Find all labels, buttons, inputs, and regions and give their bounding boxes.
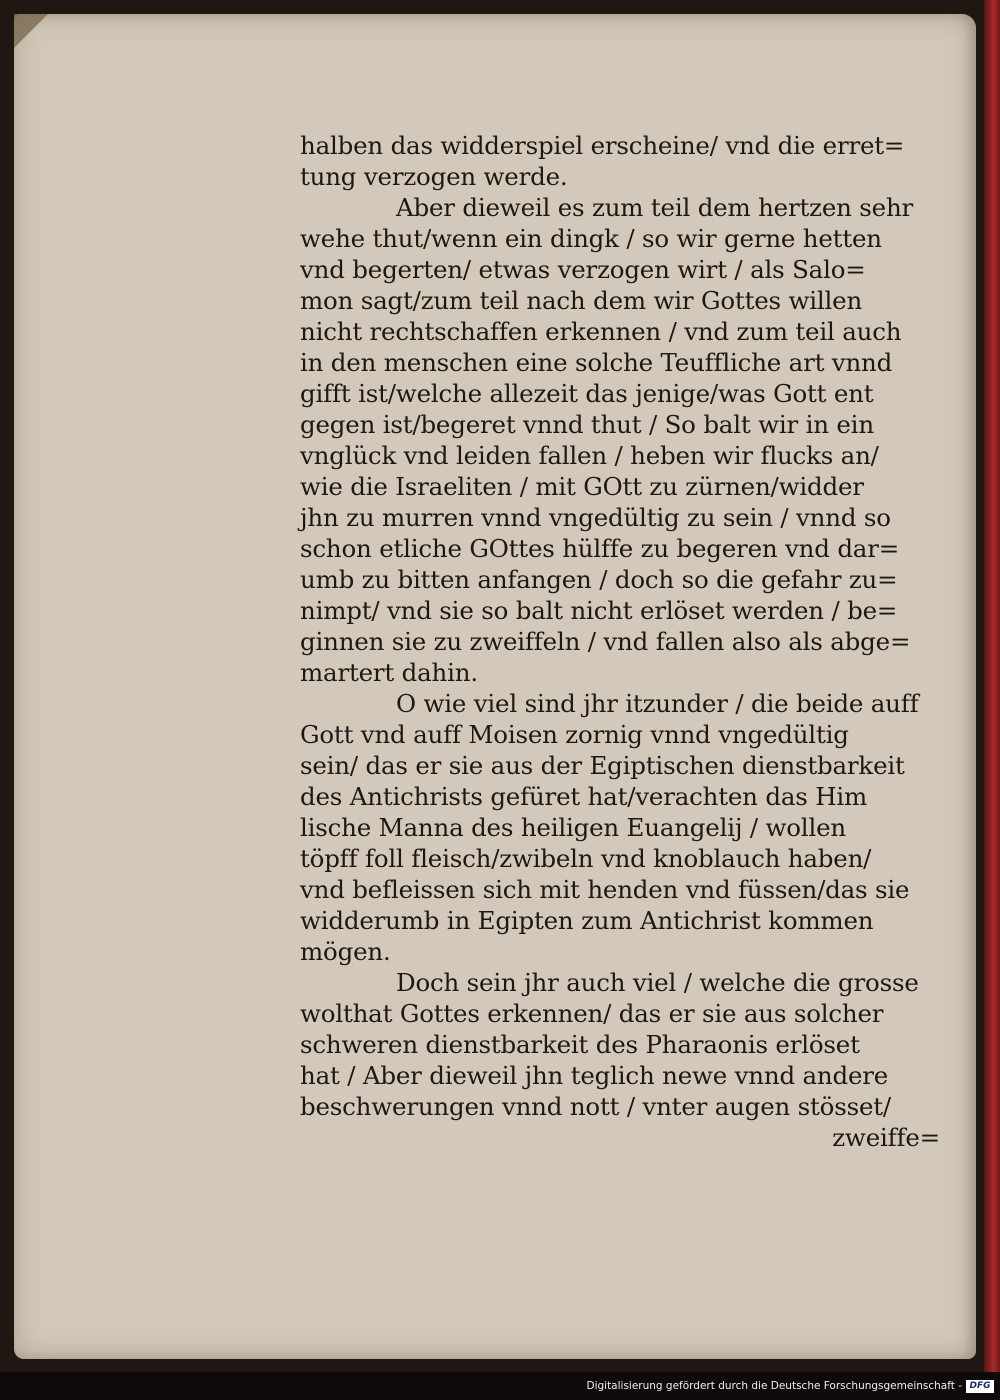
text-line: töpff foll fleisch/zwibeln vnd knoblauch haben/ <box>300 844 872 873</box>
text-line: des Antichrists gefüret hat/verachten das Him <box>300 782 868 811</box>
text-line: vnd befleissen sich mit henden vnd füssen/das sie <box>300 875 910 904</box>
book-cover-edge <box>984 0 1000 1372</box>
footer-credit: Digitalisierung gefördert durch die Deutsche Forschungsgemeinschaft - <box>586 1380 962 1392</box>
text-line: Doch sein jhr auch viel / welche die grosse <box>396 968 919 997</box>
text-line: wie die Israeliten / mit GOtt zu zürnen/widder <box>300 472 864 501</box>
text-line: nicht rechtschaffen erkennen / vnd zum teil auch <box>300 317 902 346</box>
text-line: sein/ das er sie aus der Egiptischen dienstbarkeit <box>300 751 905 780</box>
text-line: schon etliche GOttes hülffe zu begeren vnd dar= <box>300 534 900 563</box>
text-line: O wie viel sind jhr itzunder / die beide auff <box>396 689 919 718</box>
page-text-block <box>300 130 940 1153</box>
text-line: in den menschen eine solche Teuffliche art vnnd <box>300 348 893 377</box>
dfg-logo-icon: DFG <box>966 1380 994 1393</box>
text-line: vnglück vnd leiden fallen / heben wir flucks an/ <box>300 441 879 470</box>
text-line: beschwerungen vnnd nott / vnter augen stösset/ <box>300 1092 891 1121</box>
text-line: nimpt/ vnd sie so balt nicht erlöset werden / be= <box>300 596 898 625</box>
text-line: wolthat Gottes erkennen/ das er sie aus solcher <box>300 999 884 1028</box>
text-line: mögen. <box>300 937 391 966</box>
text-line: wehe thut/wenn ein dingk / so wir gerne hetten <box>300 224 882 253</box>
text-line: tung verzogen werde. <box>300 162 568 191</box>
page-corner-fold <box>14 14 48 48</box>
text-line: halben das widderspiel erscheine/ vnd die erret= <box>300 131 905 160</box>
text-line: gifft ist/welche allezeit das jenige/was Gott ent <box>300 379 874 408</box>
text-line: schweren dienstbarkeit des Pharaonis erlöset <box>300 1030 860 1059</box>
text-line: hat / Aber dieweil jhn teglich newe vnnd andere <box>300 1061 889 1090</box>
text-line: widderumb in Egipten zum Antichrist kommen <box>300 906 874 935</box>
text-line: mon sagt/zum teil nach dem wir Gottes willen <box>300 286 863 315</box>
text-line: jhn zu murren vnnd vngedültig zu sein / vnnd so <box>300 503 891 532</box>
text-line: umb zu bitten anfangen / doch so die gefahr zu= <box>300 565 898 594</box>
text-line: Aber dieweil es zum teil dem hertzen sehr <box>396 193 914 222</box>
text-line: ginnen sie zu zweiffeln / vnd fallen also als abge= <box>300 627 911 656</box>
text-line: gegen ist/begeret vnnd thut / So balt wir in ein <box>300 410 874 439</box>
text-line: zweiffe= <box>832 1123 940 1152</box>
text-line: lische Manna des heiligen Euangelij / wollen <box>300 813 846 842</box>
text-line: martert dahin. <box>300 658 478 687</box>
footer-bar <box>0 1372 1000 1400</box>
text-line: vnd begerten/ etwas verzogen wirt / als Salo= <box>300 255 866 284</box>
text-line: Gott vnd auff Moisen zornig vnnd vngedültig <box>300 720 849 749</box>
